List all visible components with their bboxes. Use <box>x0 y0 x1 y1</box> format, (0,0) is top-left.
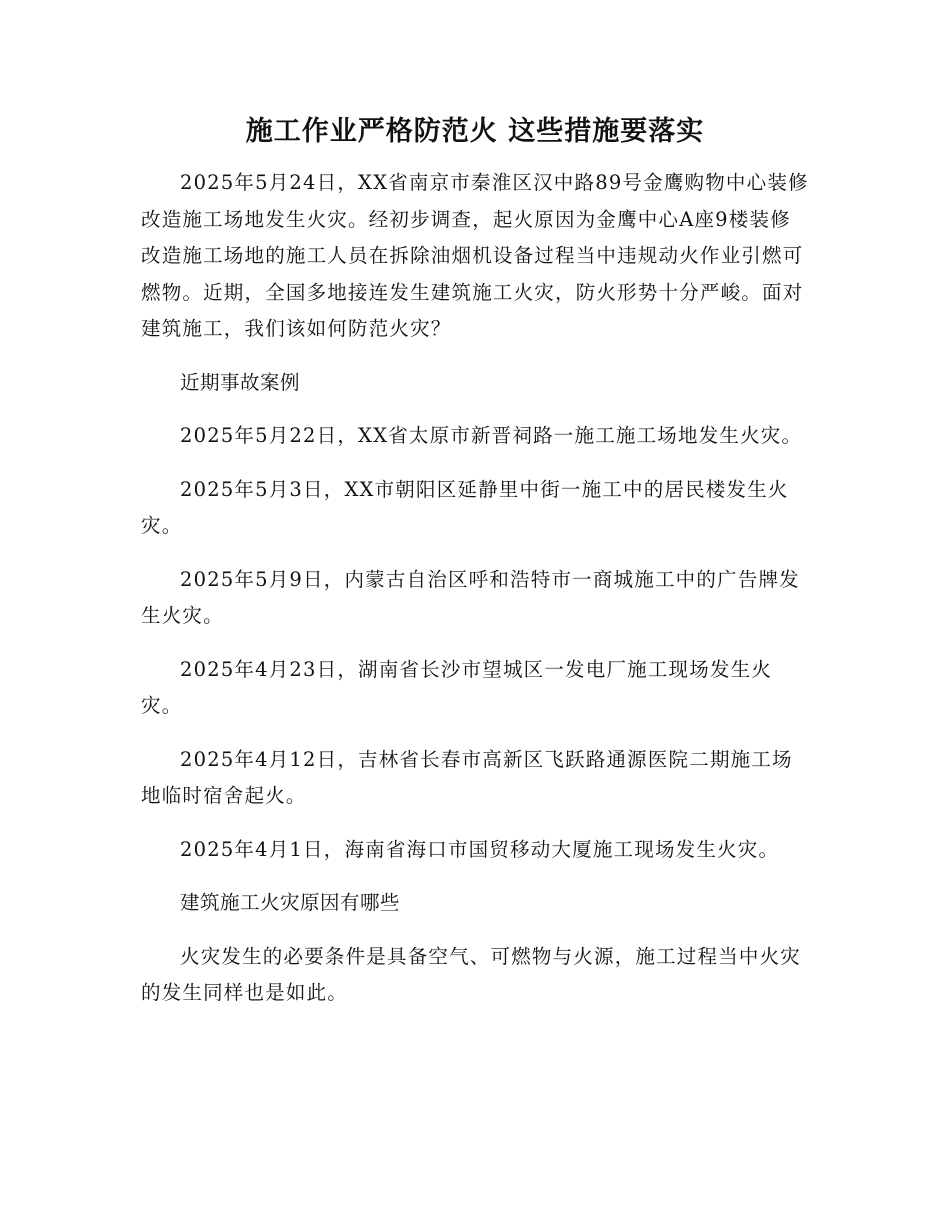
case-paragraph-hohhot: 2025年5月9日，内蒙古自治区呼和浩特市一商城施工中的广告牌发生火灾。 <box>141 567 800 627</box>
case-paragraph-changsha: 2025年4月23日，湖南省长沙市望城区一发电厂施工现场发生火灾。 <box>141 657 773 717</box>
document-title: 施工作业严格防范火 这些措施要落实 <box>245 116 705 147</box>
section-heading-recent-cases: 近期事故案例 <box>180 370 301 394</box>
intro-paragraph: 2025年5月24日，XX省南京市秦淮区汉中路89号金鹰购物中心装修改造施工场地发生火灾。经初步调查，起火原因为金鹰中心A座9楼装修改造施工场地的施工人员在拆除油烟机设备过程当中违规动火作业引燃可燃物。近期，全国多地接连发生建筑施工火灾，防火形势十分严峻。面对建筑施工，我们该如何防范火灾？ <box>141 171 809 340</box>
case-paragraph-changchun: 2025年4月12日，吉林省长春市高新区飞跃路通源医院二期施工场地临时宿舍起火。 <box>141 747 793 807</box>
case-paragraph-taiyuan: 2025年5月22日，XX省太原市新晋祠路一施工施工场地发生火灾。 <box>180 424 803 447</box>
section-heading-fire-causes: 建筑施工火灾原因有哪些 <box>180 891 401 914</box>
case-paragraph-haikou: 2025年4月1日，海南省海口市国贸移动大厦施工现场发生火灾。 <box>180 837 780 861</box>
case-paragraph-chaoyang: 2025年5月3日，XX市朝阳区延静里中街一施工中的居民楼发生火灾。 <box>141 477 789 537</box>
document-body <box>141 165 809 1012</box>
fire-conditions-paragraph: 火灾发生的必要条件是具备空气、可燃物与火源，施工过程当中火灾的发生同样也是如此。 <box>141 944 802 1004</box>
